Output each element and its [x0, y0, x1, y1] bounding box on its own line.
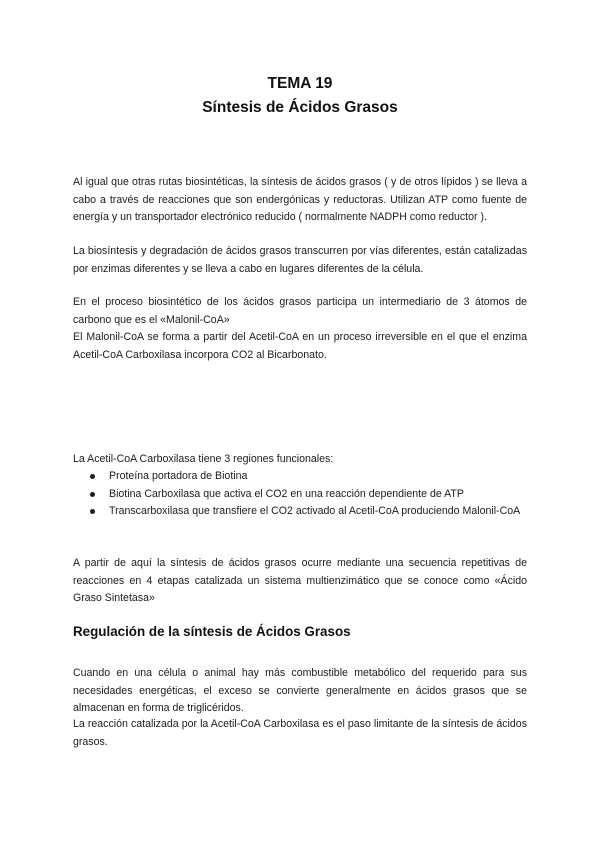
- list-item-text: Biotina Carboxilasa que activa el CO2 en una reacción dependiente de ATP: [109, 487, 464, 500]
- list-item-text: Transcarboxilasa que transfiere el CO2 activado al Acetil-CoA produciendo Malonil-CoA: [109, 505, 521, 518]
- page-title: TEMA 19: [267, 75, 333, 92]
- paragraph-carboxilasa: La Acetil-CoA Carboxilasa tiene 3 regiones funcionales:: [73, 453, 334, 465]
- bullet-icon: [90, 492, 95, 497]
- paragraph-a-partir: A partir de aquí la síntesis de ácidos grasos ocurre mediante una secuencia repetitivas de reacciones en 4 etapas catalizada un sistema multienzimático que se conoce como «Ácido Graso Sintetasa»: [73, 557, 527, 605]
- page-subtitle: Síntesis de Ácidos Grasos: [202, 99, 398, 116]
- list-item: [73, 503, 527, 521]
- bullet-list: [73, 468, 527, 521]
- paragraph-diverge: La biosíntesis y degradación de ácidos grasos transcurren por vías diferentes, están catalizadas por enzimas diferentes y se lleva a cabo en lugares diferentes de la célula.: [73, 245, 527, 275]
- malonil-section: [73, 294, 527, 364]
- paragraph-malonil-formation: El Malonil-CoA se forma a partir del Acetil-CoA en un proceso irreversible en el que el enzima Acetil-CoA Carboxilasa incorpora CO2 al Bicarbonato.: [73, 331, 527, 361]
- paragraph-limiting: La reacción catalizada por la Acetil-CoA Carboxilasa es el paso limitante de la síntesis de ácidos grasos.: [73, 718, 527, 748]
- paragraph-regulation: Cuando en una célula o animal hay más combustible metabólico del requerido para sus necesidades energéticas, el exceso se convierte generalmente en ácidos grasos que se almacenan en forma de triglicéridos.: [73, 667, 527, 715]
- paragraph-intro: Al igual que otras rutas biosintéticas, la síntesis de ácidos grasos ( y de otros lípidos ) se lleva a cabo a través de reacciones que son endergónicas y reductoras. Utilizan ATP como fuente de energía y un transportador electrónico reducido ( normalmente NADPH como reductor ).: [73, 176, 527, 224]
- list-item-text: Proteína portadora de Biotina: [109, 470, 248, 482]
- list-item: [73, 486, 527, 504]
- paragraph-malonil-intro: En el proceso biosintético de los ácidos grasos participa un intermediario de 3 átomos de carbono que es el «Malonil-CoA»: [73, 296, 527, 326]
- section-heading-regulacion: Regulación de la síntesis de Ácidos Grasos: [73, 624, 351, 639]
- bullet-icon: [90, 509, 95, 514]
- list-item: [73, 468, 527, 486]
- bullet-icon: [90, 474, 95, 479]
